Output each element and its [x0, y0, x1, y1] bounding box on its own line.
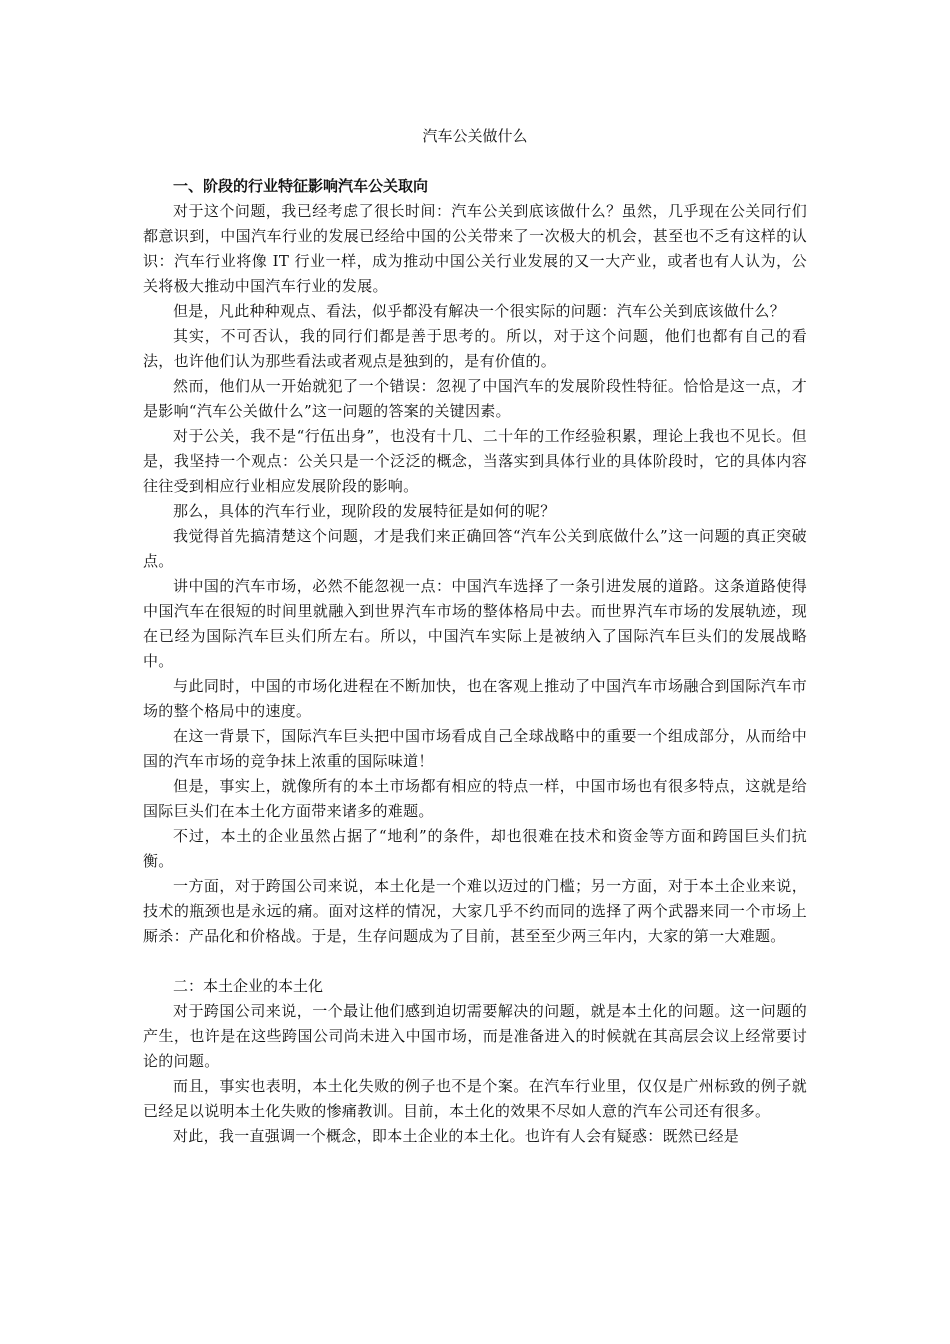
paragraph: 与此同时，中国的市场化进程在不断加快，也在客观上推动了中国汽车市场融合到国际汽车市场的整个格局中的速度。: [143, 677, 807, 720]
paragraph: 我觉得首先搞清楚这个问题，才是我们来正确回答“汽车公关到底做什么”这一问题的真正突破点。: [143, 527, 807, 570]
paragraph: 不过，本土的企业虽然占据了“地利”的条件，却也很难在技术和资金等方面和跨国巨头们抗衡。: [143, 827, 807, 870]
paragraph: 对于公关，我不是“行伍出身”，也没有十几、二十年的工作经验积累，理论上我也不见长。但是，我坚持一个观点：公关只是一个泛泛的概念，当落实到具体行业的具体阶段时，它的具体内容往往受到相应行业相应发展阶段的影响。: [143, 427, 807, 495]
paragraph: 而且，事实也表明，本土化失败的例子也不是个案。在汽车行业里，仅仅是广州标致的例子就已经足以说明本土化失败的惨痛教训。目前，本土化的效果不尽如人意的汽车公司还有很多。: [143, 1077, 807, 1120]
section-heading-1: 一、阶段的行业特征影响汽车公关取向: [173, 177, 429, 195]
section-heading-2: 二：本土企业的本土化: [173, 977, 324, 995]
document-page: [143, 124, 807, 1149]
paragraph: 一方面，对于跨国公司来说，本土化是一个难以迈过的门槛；另一方面，对于本土企业来说，技术的瓶颈也是永远的痛。面对这样的情况，大家几乎不约而同的选择了两个武器来同一个市场上厮杀：产品化和价格战。于是，生存问题成为了目前，甚至至少两三年内，大家的第一大难题。: [143, 877, 807, 945]
paragraph: 但是，事实上，就像所有的本土市场都有相应的特点一样，中国市场也有很多特点，这就是给国际巨头们在本土化方面带来诸多的难题。: [143, 777, 807, 820]
paragraph: 然而，他们从一开始就犯了一个错误：忽视了中国汽车的发展阶段性特征。恰恰是这一点，才是影响“汽车公关做什么”这一问题的答案的关键因素。: [143, 377, 807, 420]
paragraph: 在这一背景下，国际汽车巨头把中国市场看成自己全球战略中的重要一个组成部分，从而给中国的汽车市场的竞争抹上浓重的国际味道！: [143, 727, 807, 770]
paragraph: 但是，凡此种种观点、看法，似乎都没有解决一个很实际的问题：汽车公关到底该做什么？: [173, 302, 786, 320]
paragraph: 对此，我一直强调一个概念，即本土企业的本土化。也许有人会有疑惑：既然已经是: [173, 1127, 740, 1145]
document-title: 汽车公关做什么: [422, 127, 528, 145]
section-2-body: [143, 999, 807, 1149]
paragraph: 讲中国的汽车市场，必然不能忽视一点：中国汽车选择了一条引进发展的道路。这条道路使得中国汽车在很短的时间里就融入到世界汽车市场的整体格局中去。而世界汽车市场的发展轨迹，现在已经为国际汽车巨头们所左右。所以，中国汽车实际上是被纳入了国际汽车巨头们的发展战略中。: [143, 577, 807, 670]
section-1-body: [143, 199, 807, 949]
paragraph: 对于跨国公司来说，一个最让他们感到迫切需要解决的问题，就是本土化的问题。这一问题的产生，也许是在这些跨国公司尚未进入中国市场，而是准备进入的时候就在其高层会议上经常要讨论的问题。: [143, 1002, 807, 1070]
section-spacer: [143, 949, 807, 974]
paragraph: 对于这个问题，我已经考虑了很长时间：汽车公关到底该做什么？虽然，几乎现在公关同行们都意识到，中国汽车行业的发展已经给中国的公关带来了一次极大的机会，甚至也不乏有这样的认识：汽车行业将像 IT 行业一样，成为推动中国公关行业发展的又一大产业，或者也有人认为，公关将极大推动中国汽车行业的发展。: [143, 202, 807, 295]
paragraph: 其实，不可否认，我的同行们都是善于思考的。所以，对于这个问题，他们也都有自己的看法，也许他们认为那些看法或者观点是独到的，是有价值的。: [143, 327, 807, 370]
paragraph: 那么，具体的汽车行业，现阶段的发展特征是如何的呢？: [173, 502, 556, 520]
